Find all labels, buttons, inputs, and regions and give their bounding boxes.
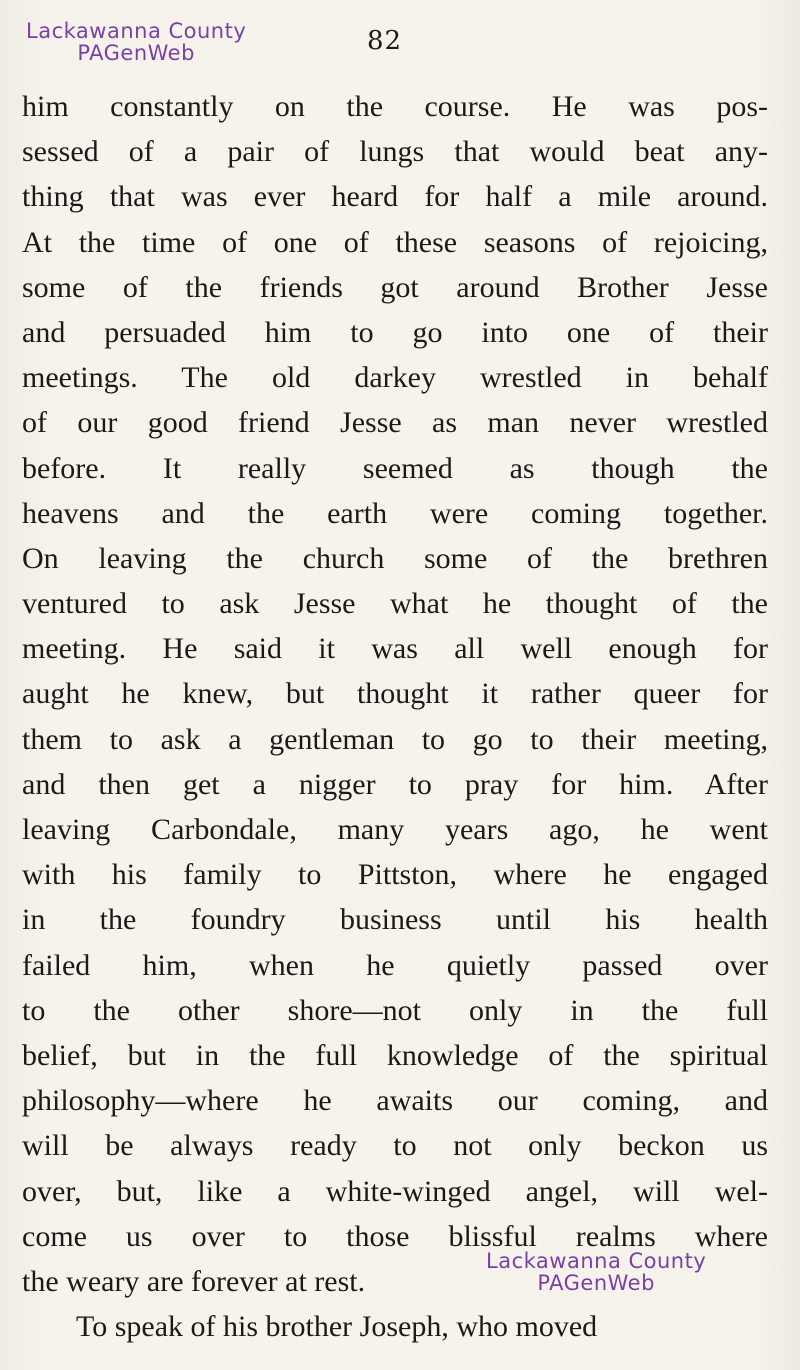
text-line: to the other shore—not only in the full: [22, 993, 768, 1027]
text-line: in the foundry business until his health: [22, 903, 768, 937]
watermark-line-2: PAGenWeb: [77, 41, 195, 66]
text-line: and then get a nigger to pray for him. After: [22, 767, 768, 801]
text-line: At the time of one of these seasons of rejoicing,: [22, 225, 768, 259]
text-line: over, but, like a white-winged angel, will wel-: [22, 1174, 768, 1208]
text-line: ventured to ask Jesse what he thought of the: [22, 587, 768, 621]
text-line: will be always ready to not only beckon us: [22, 1129, 768, 1163]
text-line: with his family to Pittston, where he engaged: [22, 858, 768, 892]
text-line: him constantly on the course. He was pos-: [22, 90, 768, 123]
text-line: them to ask a gentleman to go to their meeting,: [22, 722, 768, 756]
watermark-bottom: [486, 1250, 706, 1294]
text-line: the weary are forever at rest.: [22, 1264, 366, 1298]
text-line: philosophy—where he awaits our coming, and: [22, 1084, 768, 1118]
text-line: On leaving the church some of the brethren: [22, 541, 768, 575]
text-line: thing that was ever heard for half a mile around.: [22, 180, 768, 214]
watermark-line-1: Lackawanna County: [486, 1249, 707, 1273]
text-line: aught he knew, but thought it rather queer for: [22, 677, 768, 711]
text-line: come us over to those blissful realms where: [22, 1219, 768, 1253]
watermark-top: [26, 20, 246, 64]
text-line: failed him, when he quietly passed over: [22, 948, 768, 982]
watermark-line-2: PAGenWeb: [537, 1271, 655, 1296]
watermark-line-1: Lackawanna County: [26, 19, 247, 43]
text-line: and persuaded him to go into one of their: [22, 315, 768, 349]
text-line: belief, but in the full knowledge of the spiritual: [22, 1038, 768, 1072]
text-line: before. It really seemed as though the: [22, 451, 768, 485]
text-line: leaving Carbondale, many years ago, he went: [22, 813, 768, 846]
text-line: of our good friend Jesse as man never wrestled: [22, 406, 768, 440]
text-line: some of the friends got around Brother Jesse: [22, 270, 768, 304]
text-line: sessed of a pair of lungs that would beat any-: [22, 135, 768, 169]
text-line: To speak of his brother Joseph, who moved: [76, 1310, 598, 1344]
page-number: 82: [367, 26, 403, 56]
text-line: meeting. He said it was all well enough for: [22, 632, 768, 666]
body-text: [22, 84, 768, 1349]
text-line: heavens and the earth were coming together.: [22, 496, 768, 530]
text-line: meetings. The old darkey wrestled in behalf: [22, 361, 768, 395]
